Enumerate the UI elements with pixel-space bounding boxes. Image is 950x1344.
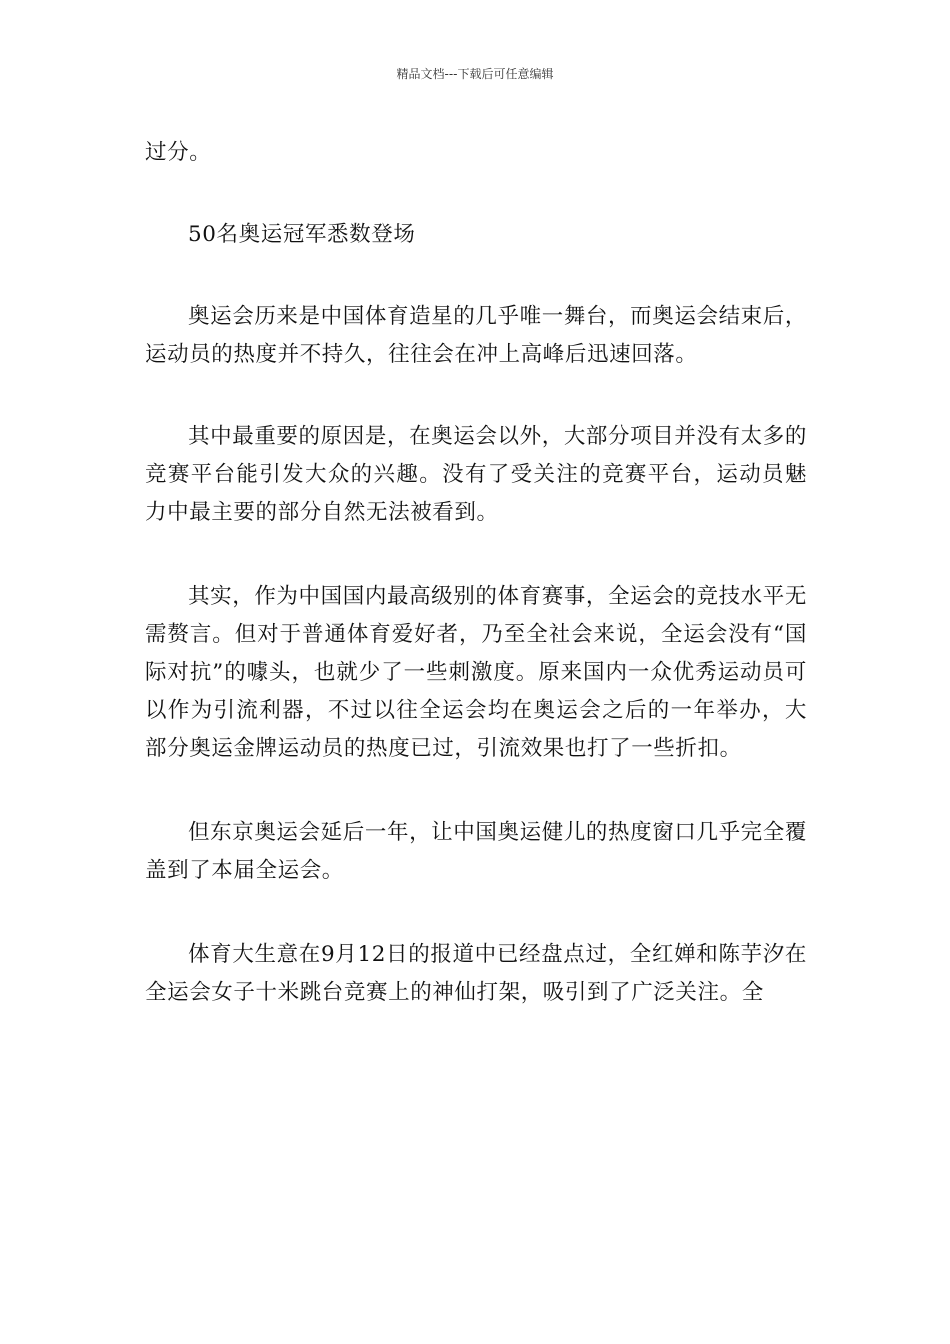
paragraph: 体育大生意在9月12日的报道中已经盘点过，全红婵和陈芋汐在全运会女子十米跳台竞赛上的神仙打架，吸引到了广泛关注。全 (145, 942, 807, 1005)
section-heading: 50名奥运冠军悉数登场 (188, 222, 416, 247)
paragraph: 其中最重要的原因是，在奥运会以外，大部分项目并没有太多的竞赛平台能引发大众的兴趣。没有了受关注的竞赛平台，运动员魅力中最主要的部分自然无法被看到。 (145, 424, 807, 525)
page-header: 精品文档---下载后可任意编辑 (396, 67, 554, 81)
paragraph: 奥运会历来是中国体育造星的几乎唯一舞台，而奥运会结束后，运动员的热度并不持久，往往会在冲上高峰后迅速回落。 (145, 304, 807, 367)
paragraph: 但东京奥运会延后一年，让中国奥运健儿的热度窗口几乎完全覆盖到了本届全运会。 (145, 820, 807, 883)
document-body (145, 134, 807, 1012)
paragraph-continuation: 过分。 (145, 140, 212, 165)
paragraph: 其实，作为中国国内最高级别的体育赛事，全运会的竞技水平无需赘言。但对于普通体育爱好者，乃至全社会来说，全运会没有“国际对抗”的噱头，也就少了一些刺激度。原来国内一众优秀运动员可以作为引流利器，不过以往全运会均在奥运会之后的一年举办，大部分奥运金牌运动员的热度已过，引流效果也打了一些折扣。 (145, 584, 807, 761)
